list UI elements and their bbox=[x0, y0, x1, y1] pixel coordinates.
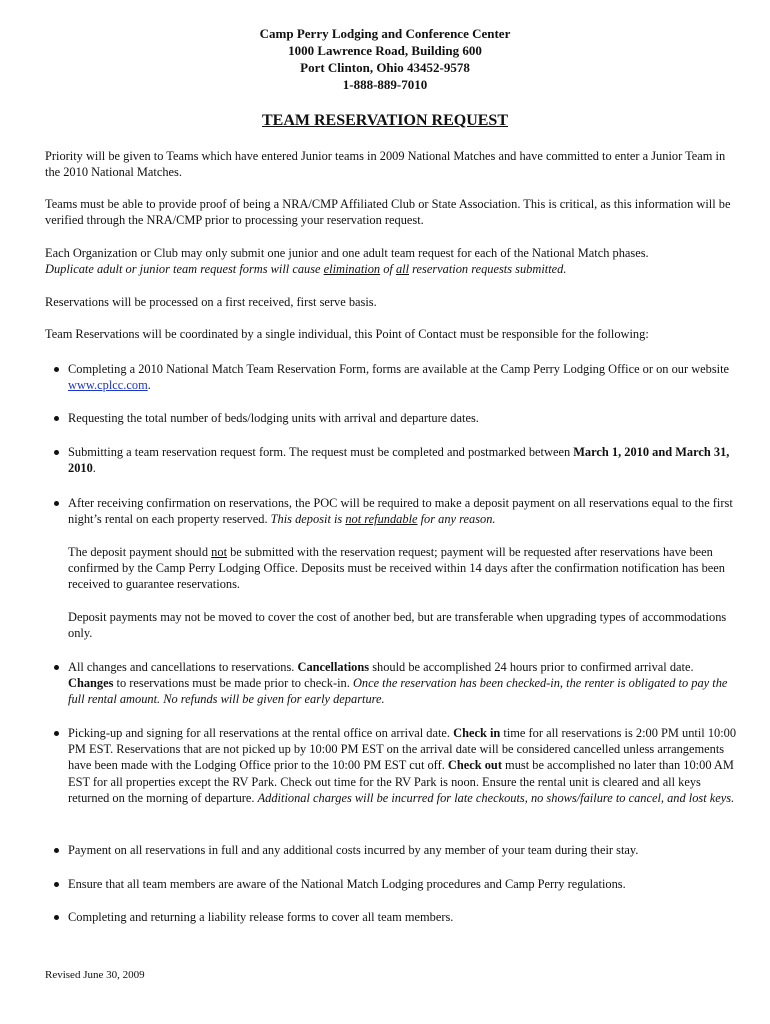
deposit-note-a: This deposit is bbox=[270, 512, 346, 527]
check-out-label: Check out bbox=[447, 758, 502, 773]
bullet-text: Requesting the total number of beds/lodging units with arrival and departure dates. bbox=[68, 411, 479, 425]
bullet-text: Picking-up and signing for all reservations at the rental office on arrival date. bbox=[68, 726, 454, 740]
list-item bbox=[52, 495, 740, 527]
revision-date: Revised June 30, 2009 bbox=[45, 969, 145, 981]
deposit-text-a: The deposit payment should bbox=[68, 545, 212, 559]
bullet-text-end: . bbox=[92, 461, 96, 476]
bullet-icon bbox=[54, 848, 59, 853]
bullet-icon bbox=[54, 367, 59, 372]
duplicate-warning-a: Duplicate adult or junior team request forms will cause bbox=[45, 262, 324, 277]
org-address: 1000 Lawrence Road, Building 600 bbox=[288, 43, 482, 58]
paragraph-processing: Reservations will be processed on a first received, first serve basis. bbox=[45, 295, 377, 309]
paragraph-proof: Teams must be able to provide proof of being a NRA/CMP Affiliated Club or State Association. This is critical, as this information will be verified through the NRA/CMP prior to processing your reservation request. bbox=[45, 197, 731, 228]
bullet-text-c: should be accomplished 24 hours prior to confirmed arrival date. bbox=[369, 660, 694, 674]
changes-label: Changes bbox=[68, 676, 114, 691]
bullet-text: All changes and cancellations to reservations. bbox=[68, 660, 298, 674]
paragraph-priority: Priority will be given to Teams which have entered Junior teams in 2009 National Matches and have committed to enter a Junior Team in the 2010 National Matches. bbox=[45, 149, 726, 180]
list-item bbox=[52, 410, 740, 426]
org-name: Camp Perry Lodging and Conference Center bbox=[259, 26, 511, 41]
list-item bbox=[52, 659, 740, 708]
duplicate-warning-elimination: elimination bbox=[323, 262, 381, 277]
bullet-icon bbox=[54, 882, 59, 887]
checkin-note: Once the reservation has been checked-in, the renter is obligated to pay the full rental amount. No refunds will be given for early departure. bbox=[68, 676, 728, 707]
bullet-text: Ensure that all team members are aware of the National Match Lodging procedures and Camp Perry regulations. bbox=[68, 877, 626, 891]
list-item bbox=[52, 876, 740, 892]
bullet-icon bbox=[54, 450, 59, 455]
cancellations-label: Cancellations bbox=[297, 660, 370, 674]
additional-charges-note: Additional charges will be incurred for late checkouts, no shows/failure to cancel, and lost keys. bbox=[257, 790, 735, 805]
paragraph-organization bbox=[45, 245, 735, 277]
deposit-not: not bbox=[211, 545, 228, 559]
org-city: Port Clinton, Ohio 43452-9578 bbox=[300, 60, 470, 75]
bullet-text-end: . bbox=[147, 378, 151, 393]
list-item bbox=[52, 361, 740, 393]
bullet-icon bbox=[54, 501, 59, 506]
not-refundable: not refundable bbox=[345, 512, 418, 527]
duplicate-warning-b: of bbox=[380, 262, 396, 277]
org-rule-text: Each Organization or Club may only submit one junior and one adult team request for each of the National Match phases. bbox=[45, 246, 649, 260]
list-item bbox=[52, 842, 740, 858]
list-item bbox=[52, 444, 740, 476]
check-in-label: Check in bbox=[453, 726, 501, 740]
letterhead bbox=[0, 25, 770, 93]
date-range: March 1, 2010 and March 31, 2010 bbox=[68, 445, 730, 476]
bullet-icon bbox=[54, 731, 59, 736]
bullet-icon bbox=[54, 915, 59, 920]
list-item bbox=[52, 909, 740, 925]
bullet-icon bbox=[54, 416, 59, 421]
bullet-text-d: to reservations must be made prior to check-in. bbox=[113, 676, 353, 691]
page-title: TEAM RESERVATION REQUEST bbox=[261, 112, 508, 129]
website-link[interactable]: www.cplcc.com bbox=[68, 378, 148, 393]
paragraph-poc: Team Reservations will be coordinated by a single individual, this Point of Contact must be responsible for the following: bbox=[45, 327, 649, 341]
bullet-text: Completing and returning a liability release forms to cover all team members. bbox=[68, 910, 454, 924]
bullet-text-c: time for all reservations is 2:00 PM until 10:00 PM EST. Reservations that are not picked up by 10:00 PM EST on the arrival date will be considered cancelled unless arrangements have been made with the Lodging Office prior to the 10:00 PM EST cut off. bbox=[68, 726, 737, 773]
deposit-note-b: for any reason. bbox=[417, 512, 496, 527]
bullet-icon bbox=[54, 665, 59, 670]
deposit-text-b: be submitted with the reservation request; payment will be requested after reservations have been confirmed by the Camp Perry Lodging Office. Deposits must be received within 14 days after the confirmation notification has been received to guarantee reservations. bbox=[68, 545, 725, 592]
duplicate-warning-c: reservation requests submitted. bbox=[409, 262, 567, 277]
org-phone: 1-888-889-7010 bbox=[342, 77, 428, 92]
bullet-text-d: must be accomplished no later than 10:00 AM EST for all properties except the RV Park. Check out time for the RV Park is noon. Ensure the rental unit is cleared and all keys returned on the morning of departure. bbox=[68, 758, 734, 805]
bullet-text: Submitting a team reservation request form. The request must be completed and postmarked between bbox=[68, 445, 574, 459]
deposit-transfer-paragraph: Deposit payments may not be moved to cover the cost of another bed, but are transferable when upgrading types of accommodations only. bbox=[68, 610, 727, 641]
duplicate-warning-all: all bbox=[395, 262, 410, 277]
bullet-text: Completing a 2010 National Match Team Reservation Form, forms are available at the Camp Perry Lodging Office or on our website bbox=[68, 362, 730, 376]
bullet-text: Payment on all reservations in full and any additional costs incurred by any member of your team during their stay. bbox=[68, 843, 639, 857]
bullet-text: After receiving confirmation on reservations, the POC will be required to make a deposit payment on all reservations equal to the first night’s rental on each property reserved. bbox=[68, 496, 733, 527]
deposit-paragraph bbox=[68, 544, 728, 593]
list-item bbox=[52, 725, 740, 806]
